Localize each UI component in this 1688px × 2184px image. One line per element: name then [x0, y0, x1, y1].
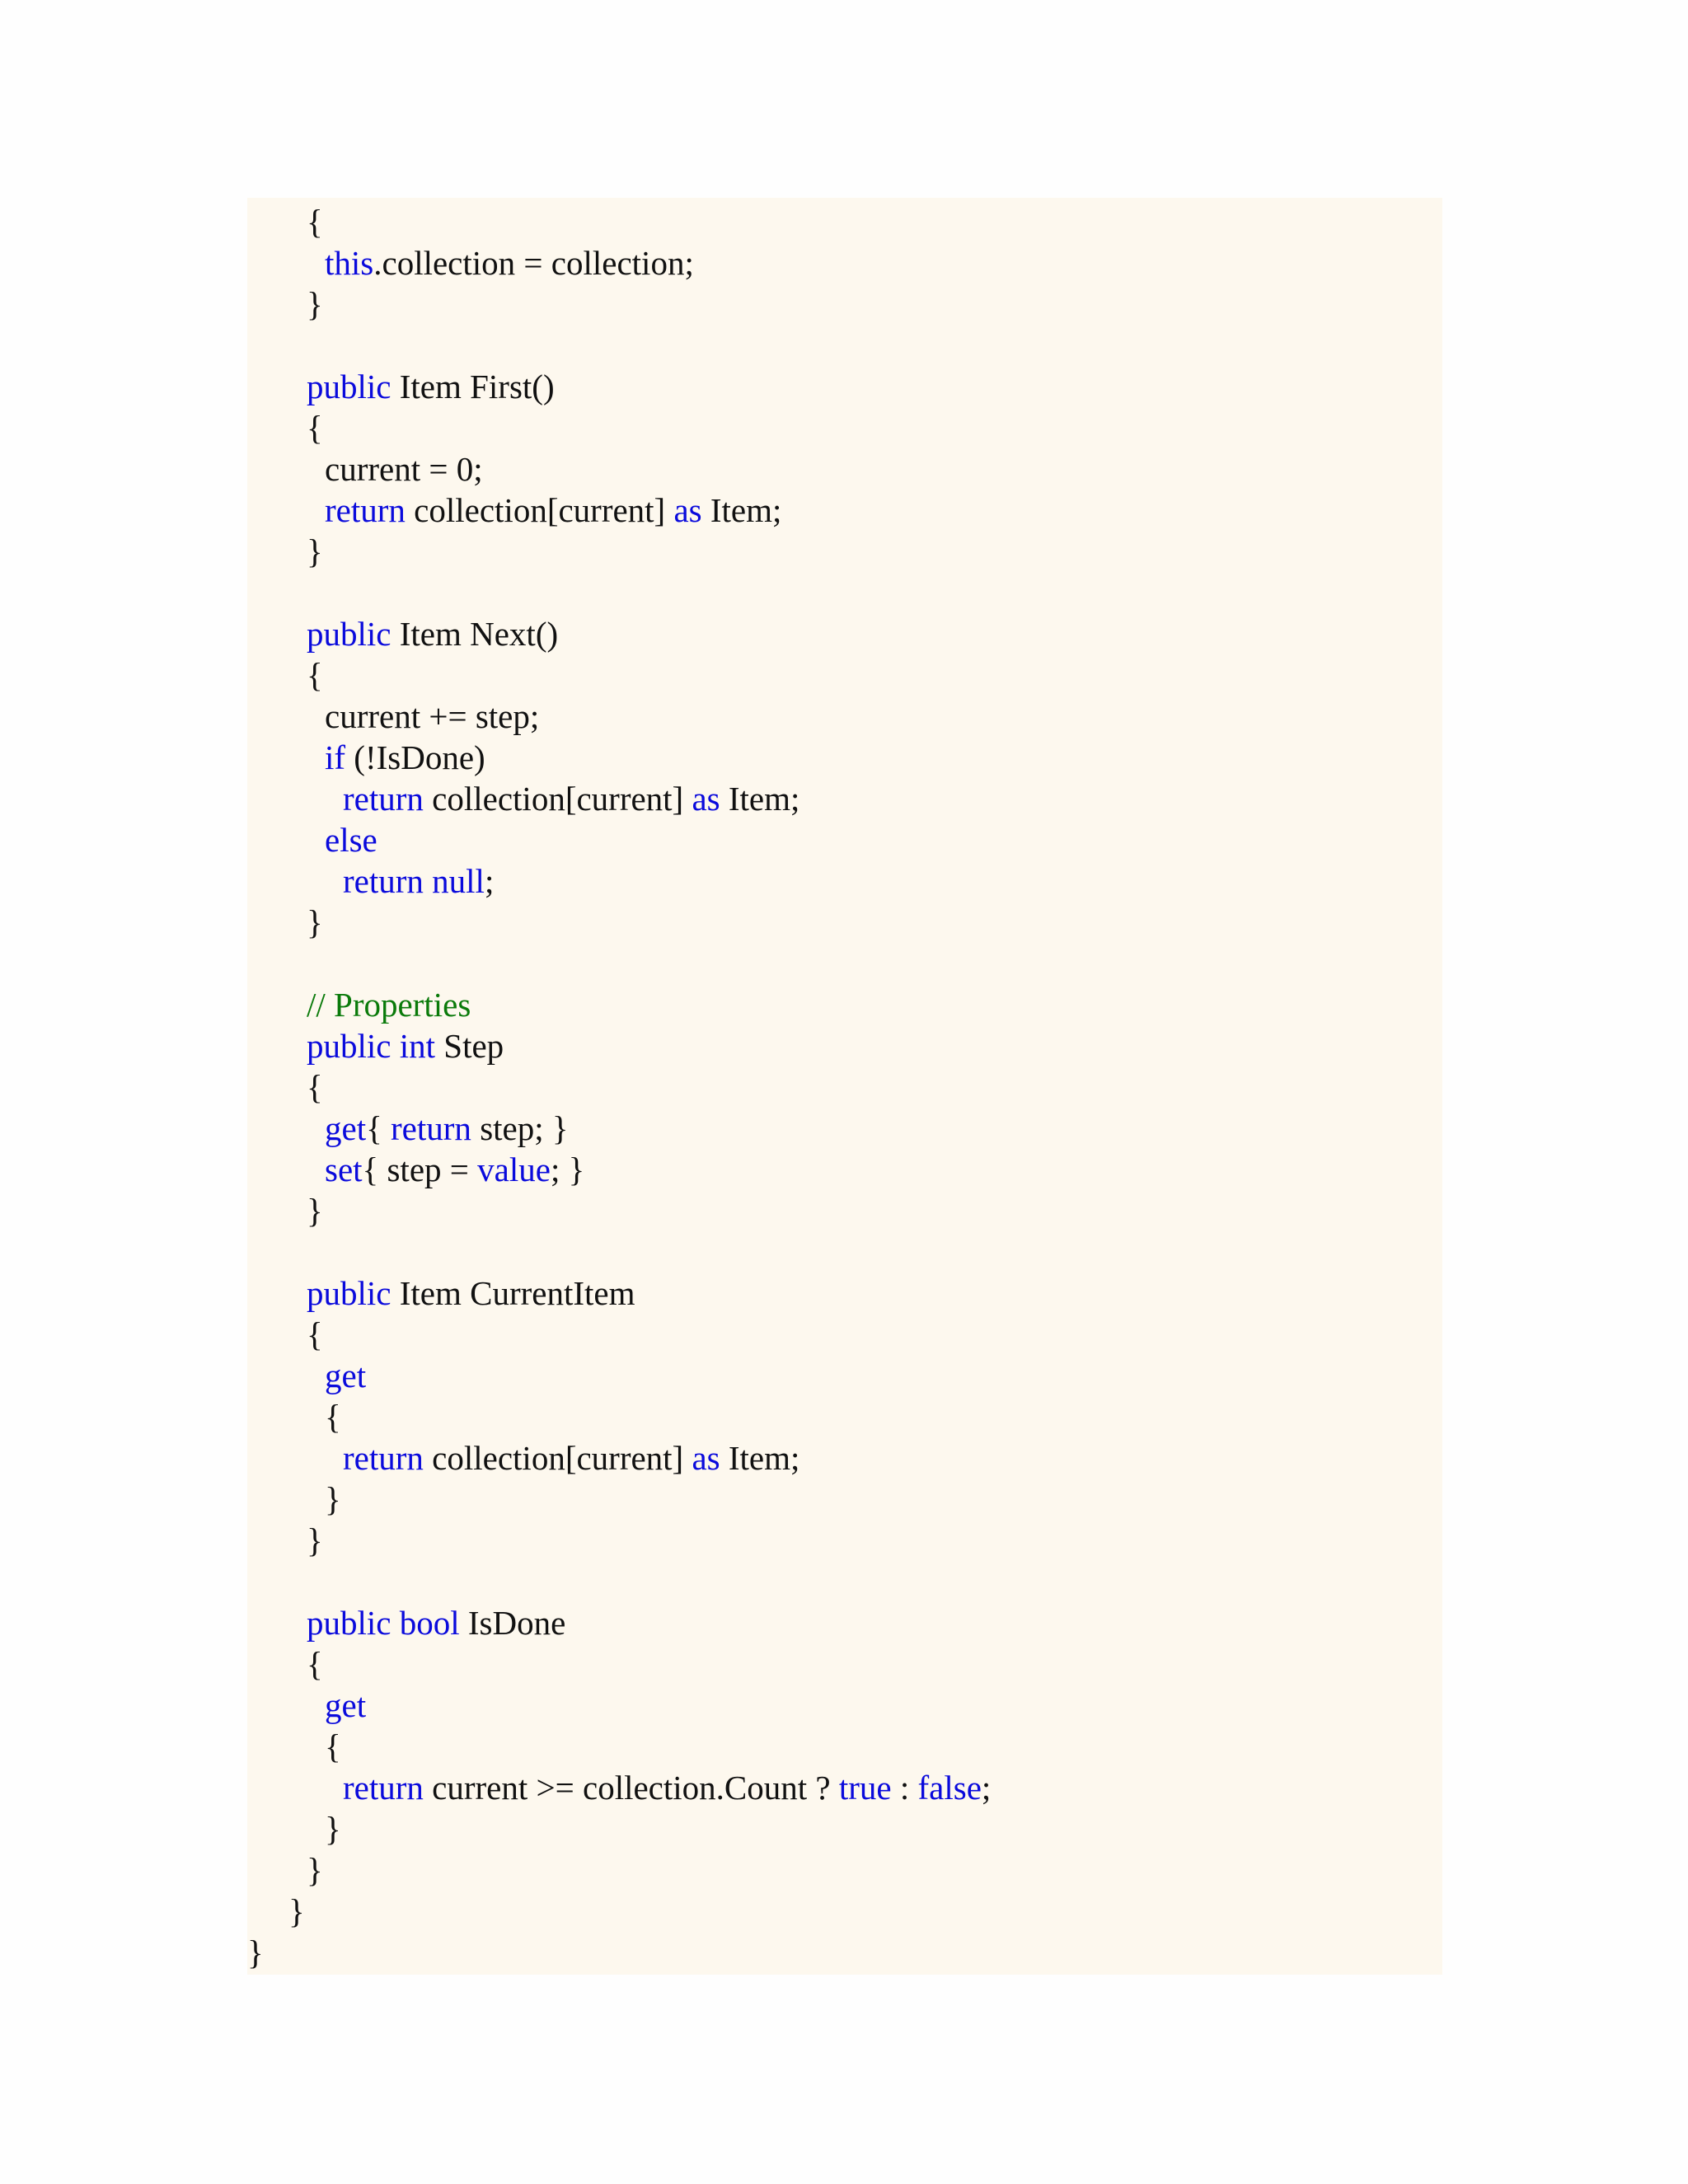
- code-line: [325, 1685, 366, 1726]
- code-keyword: return: [325, 491, 406, 529]
- code-text: current = 0;: [325, 450, 483, 488]
- code-text: ;: [981, 1769, 992, 1807]
- code-line: [325, 1108, 569, 1149]
- code-line: [325, 819, 377, 860]
- code-text: {: [307, 1068, 323, 1106]
- code-text: }: [307, 1851, 323, 1889]
- code-comment: // Properties: [307, 986, 471, 1024]
- code-line: [343, 778, 799, 819]
- code-line: [343, 860, 494, 902]
- code-text: Item Next(): [391, 615, 559, 653]
- code-text: Item CurrentItem: [391, 1274, 635, 1312]
- code-keyword: as: [692, 1439, 720, 1477]
- code-text: [424, 862, 432, 900]
- code-line: [307, 1314, 323, 1355]
- code-text: current += step;: [325, 697, 540, 735]
- code-text: {: [366, 1109, 392, 1147]
- code-line: [325, 737, 485, 778]
- code-line: [343, 1437, 799, 1479]
- code-line: [247, 1932, 264, 1973]
- code-keyword: public: [307, 1274, 392, 1312]
- code-text: ; }: [550, 1151, 585, 1188]
- code-line: [307, 613, 558, 654]
- code-text: }: [325, 1810, 341, 1848]
- code-line: [307, 984, 471, 1025]
- code-text: }: [247, 1933, 264, 1971]
- code-text: ;: [484, 862, 495, 900]
- code-line: [307, 1272, 635, 1314]
- code-line: [343, 1767, 991, 1808]
- code-line: [307, 1025, 504, 1066]
- code-text: [391, 1027, 399, 1065]
- code-line: [325, 490, 781, 531]
- code-line: [325, 1396, 341, 1437]
- code-text: :: [891, 1769, 918, 1807]
- code-keyword: return: [343, 1439, 424, 1477]
- code-text: }: [307, 532, 323, 570]
- code-line: [307, 1066, 323, 1108]
- code-line: [307, 654, 323, 696]
- code-line: [325, 1355, 366, 1396]
- code-text: }: [325, 1480, 341, 1518]
- code-text: }: [307, 903, 323, 941]
- code-text: [391, 1604, 399, 1642]
- code-line: [325, 1808, 341, 1849]
- code-line: [325, 696, 539, 737]
- code-keyword: return: [391, 1109, 471, 1147]
- code-line: [307, 1602, 565, 1643]
- code-text: Step: [435, 1027, 504, 1065]
- code-line: [288, 1891, 305, 1932]
- code-line: [307, 1849, 323, 1891]
- code-line: [307, 366, 555, 407]
- code-keyword: public: [307, 1027, 392, 1065]
- code-line: [325, 448, 483, 490]
- code-keyword: public: [307, 1604, 392, 1642]
- code-keyword: get: [325, 1357, 367, 1394]
- code-text: (!IsDone): [345, 738, 485, 776]
- code-text: {: [307, 203, 323, 241]
- code-text: Item;: [720, 1439, 800, 1477]
- code-text: IsDone: [459, 1604, 566, 1642]
- code-line: [307, 201, 323, 242]
- code-keyword: null: [432, 862, 485, 900]
- code-keyword: false: [917, 1769, 982, 1807]
- code-line: [325, 242, 694, 284]
- code-text: Item First(): [391, 368, 555, 405]
- code-text: {: [307, 1315, 323, 1353]
- code-keyword: value: [477, 1151, 551, 1188]
- code-keyword: public: [307, 615, 392, 653]
- code-keyword: return: [343, 780, 424, 818]
- code-keyword: int: [399, 1027, 436, 1065]
- code-keyword: set: [325, 1151, 363, 1188]
- code-text: .collection = collection;: [373, 244, 694, 282]
- code-line: [325, 1149, 584, 1190]
- code-keyword: as: [673, 491, 702, 529]
- code-text: {: [325, 1727, 341, 1765]
- code-text: collection[current]: [405, 491, 674, 529]
- code-line: [307, 284, 323, 325]
- code-text: }: [307, 1192, 323, 1230]
- code-text: {: [325, 1398, 341, 1436]
- code-line: [307, 1520, 323, 1561]
- code-keyword: if: [325, 738, 346, 776]
- code-text: {: [307, 1645, 323, 1683]
- code-keyword: get: [325, 1109, 367, 1147]
- code-text: Item;: [701, 491, 782, 529]
- code-line: [325, 1726, 341, 1767]
- code-text: collection[current]: [423, 1439, 692, 1477]
- code-text: {: [307, 409, 323, 447]
- code-text: collection[current]: [423, 780, 692, 818]
- code-text: }: [307, 1521, 323, 1559]
- code-text: step; }: [471, 1109, 569, 1147]
- code-keyword: bool: [399, 1604, 460, 1642]
- code-keyword: return: [343, 1769, 424, 1807]
- code-text: { step =: [362, 1151, 478, 1188]
- code-block: [247, 198, 1442, 1975]
- code-line: [307, 902, 323, 943]
- code-line: [307, 407, 323, 448]
- code-text: }: [288, 1892, 305, 1930]
- code-line: [307, 1190, 323, 1231]
- code-keyword: return: [343, 862, 424, 900]
- code-line: [325, 1479, 341, 1520]
- code-keyword: this: [325, 244, 374, 282]
- code-keyword: public: [307, 368, 392, 405]
- code-text: }: [307, 285, 323, 323]
- code-keyword: else: [325, 821, 377, 859]
- code-keyword: true: [838, 1769, 892, 1807]
- code-keyword: get: [325, 1686, 367, 1724]
- code-text: Item;: [720, 780, 800, 818]
- code-line: [307, 531, 323, 572]
- code-text: {: [307, 656, 323, 694]
- code-line: [307, 1643, 323, 1685]
- code-text: current >= collection.Count ?: [423, 1769, 839, 1807]
- code-keyword: as: [692, 780, 720, 818]
